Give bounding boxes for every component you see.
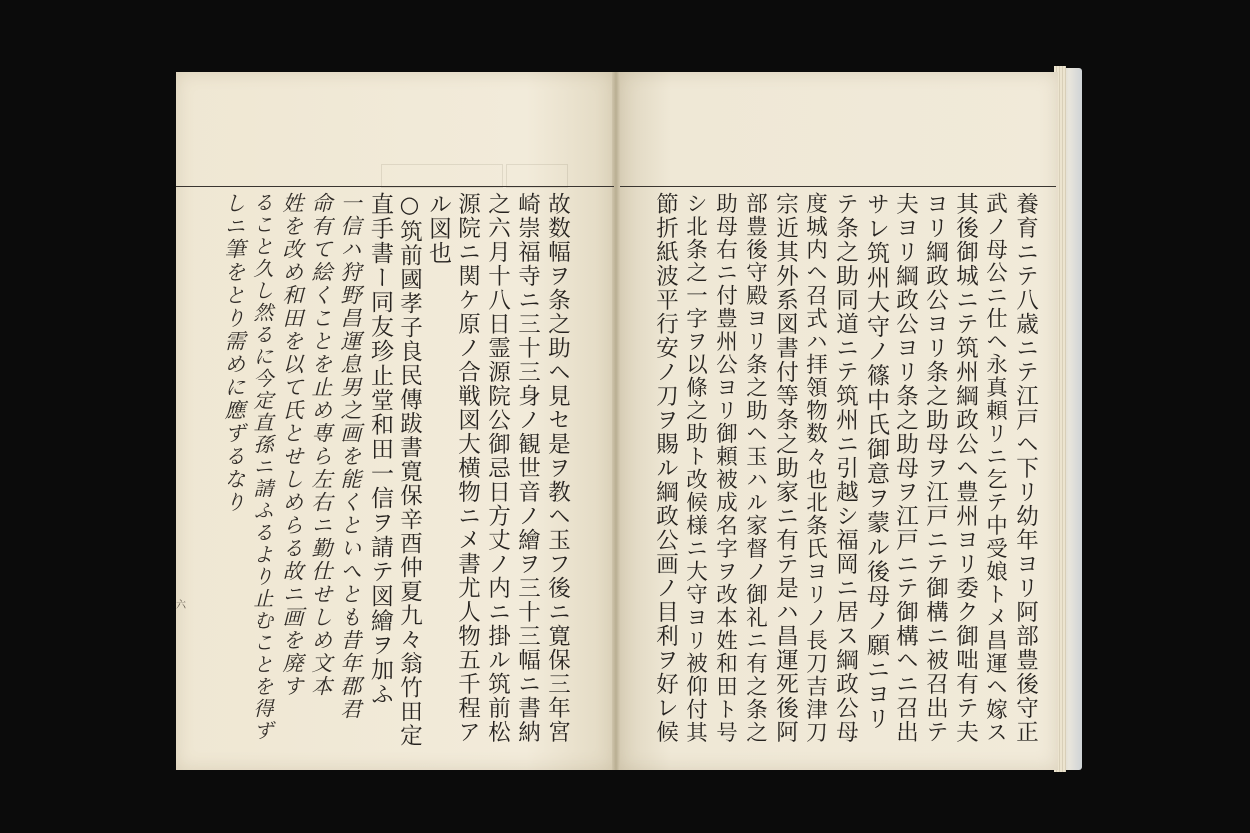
text-column: 部豊後守殿ヨリ条之助ヘ玉ハル家督ノ御礼ニ有之条之: [742, 192, 768, 744]
text-column: 崎崇福寺ニ三十三身ノ観世音ノ繪ヲ三十三幅ニ書納: [514, 192, 541, 744]
text-column: テ条之助同道ニテ筑州ニ引越シ福岡ニ居ス綱政公母: [832, 192, 859, 744]
top-rule-right: [620, 186, 1056, 187]
text-column: 故数幅ヲ条之助ヘ見セ是ヲ教ヘ玉フ後ニ寛保三年宮: [544, 192, 571, 744]
show-through-box: [506, 164, 568, 188]
text-column: 宗近其外系図書付等条之助家ニ有テ是ハ昌運死後阿: [772, 192, 799, 744]
text-column: 其後御城ニテ筑州綱政公ヘ豊州ヨリ委ク御咄有テ夫: [952, 192, 979, 744]
text-column-cursive: しニ筆をとり需めに應ずるなり: [222, 192, 246, 514]
text-column: 養育ニテ八歳ニテ江戸ヘ下リ幼年ヨリ阿部豊後守正: [1012, 192, 1039, 744]
show-through-box: [381, 164, 503, 188]
text-column-cursive: ること久し然るに今定直孫ニ請ふるより止むことを得ず: [250, 192, 274, 742]
text-column: 之六月十八日霊源院公御忌日方丈ノ内ニ掛ル筑前松: [484, 192, 511, 744]
text-column: ル図也: [425, 192, 451, 266]
text-column: 度城内ヘ召式ハ拝領物数々也北条氏ヨリノ長刀吉津刀: [802, 192, 828, 744]
book-gutter: [612, 72, 620, 770]
text-column: 助母右ニ付豊州公ヨリ御頼被成名字ヲ改本姓和田ト号: [712, 192, 738, 744]
text-column-cursive: 命有て絵くことを止め専ら左右ニ勤仕せしめ文本: [309, 192, 333, 698]
text-column: 直手書ー同友珍止堂和田一信ヲ請テ図繪ヲ加ふ: [367, 192, 393, 707]
text-column-cursive: 姓を改め和田を以て氏とせしめらる故ニ画を廃す: [280, 192, 304, 698]
text-column: 源院ニ関ケ原ノ合戦図大横物ニメ書尤人物五千程ア: [454, 192, 481, 744]
page-number: 六: [176, 600, 186, 611]
top-rule-left: [176, 186, 614, 187]
text-column: ○筑前國孝子良民傳跋書寛保辛酉仲夏九々翁竹田定: [396, 192, 423, 748]
text-column: 夫ヨリ綱政公ヨリ条之助母ヲ江戸ニテ御構ヘニ召出: [892, 192, 919, 744]
text-column: ヨリ綱政公ヨリ条之助母ヲ江戸ニテ御構ニ被召出テ: [922, 192, 949, 744]
text-column-cursive: 一信ハ狩野昌運息男之画を能くといへとも昔年郡君: [338, 192, 362, 721]
text-column: サレ筑州大守ノ篠中氏御意ヲ蒙ル後母ノ願ニヨリ: [863, 192, 889, 731]
text-column: 武ノ母公ニ仕ヘ永真頼リニ乞テ中受娘トメ昌運ヘ嫁ス: [982, 192, 1008, 744]
text-column: 節折紙波平行安ノ刀ヲ賜ル綱政公画ノ目利ヲ好レ候: [652, 192, 679, 744]
text-column: シ北条之一字ヲ以條之助ト改候様ニ大守ヨリ被仰付其: [682, 192, 708, 744]
